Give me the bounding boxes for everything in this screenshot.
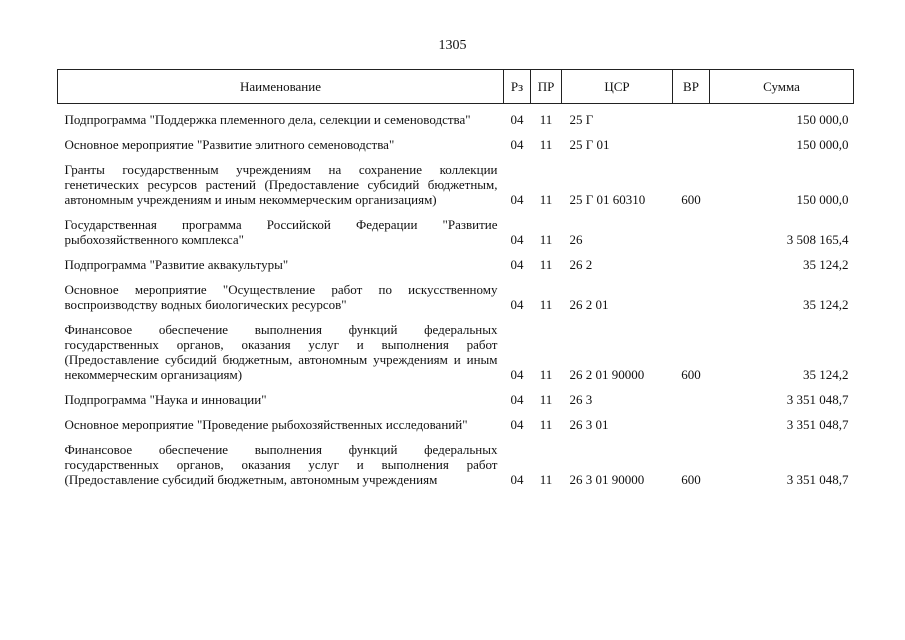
- row-spacer: [58, 127, 854, 137]
- cell-rz: 04: [510, 232, 524, 247]
- cell-pr: 11: [539, 472, 553, 487]
- row-spacer: [58, 152, 854, 162]
- table-row: [58, 442, 854, 487]
- cell-sum: 35 124,2: [803, 257, 849, 272]
- cell-csr: 25 Г 01: [569, 137, 610, 152]
- table-row: [58, 282, 854, 312]
- header-name: Наименование: [58, 70, 504, 104]
- cell-rz: 04: [510, 112, 524, 127]
- cell-name: Основное мероприятие "Осуществление работ по искусственному воспроизводству водных биологических ресурсов": [64, 282, 498, 312]
- cell-rz: 04: [510, 367, 524, 382]
- cell-csr: 25 Г: [569, 112, 594, 127]
- table-row: [58, 217, 854, 247]
- cell-csr: 26: [569, 232, 583, 247]
- cell-name: Основное мероприятие "Проведение рыбохозяйственных исследований": [64, 417, 468, 432]
- spacer-cell: [58, 312, 854, 322]
- spacer-cell: [58, 247, 854, 257]
- cell-rz: 04: [510, 297, 524, 312]
- spacer-cell: [58, 432, 854, 442]
- header-rz: Рз: [504, 70, 531, 104]
- table-row: [58, 162, 854, 207]
- cell-name: Финансовое обеспечение выполнения функций федеральных государственных органов, оказания услуг и выполнения работ (Предоставление субсидий бюджетным, автономным учреждениям: [64, 442, 498, 487]
- cell-pr: 11: [539, 257, 553, 272]
- cell-pr: 11: [539, 137, 553, 152]
- cell-csr: 26 3: [569, 392, 593, 407]
- cell-name: Государственная программа Российской Федерации "Развитие рыбохозяйственного комплекса": [64, 217, 498, 247]
- row-spacer: [58, 207, 854, 217]
- cell-csr: 26 3 01: [569, 417, 609, 432]
- cell-rz: 04: [510, 392, 524, 407]
- page-number: 1305: [438, 38, 467, 53]
- cell-sum: 35 124,2: [803, 297, 849, 312]
- spacer-cell: [58, 127, 854, 137]
- cell-name: Подпрограмма "Поддержка племенного дела, селекции и семеноводства": [64, 112, 471, 127]
- cell-sum: 3 351 048,7: [786, 392, 849, 407]
- header-vr: ВР: [673, 70, 710, 104]
- table-header-row: [58, 70, 854, 104]
- cell-csr: 26 2 01: [569, 297, 609, 312]
- cell-rz: 04: [510, 472, 524, 487]
- cell-pr: 11: [539, 192, 553, 207]
- cell-pr: 11: [539, 112, 553, 127]
- cell-vr: [673, 417, 710, 432]
- cell-vr: [673, 137, 710, 152]
- cell-name: Подпрограмма "Развитие аквакультуры": [64, 257, 289, 272]
- cell-vr: [673, 392, 710, 407]
- cell-csr: 26 2: [569, 257, 593, 272]
- row-spacer: [58, 382, 854, 392]
- header-csr: ЦСР: [562, 70, 673, 104]
- cell-pr: 11: [539, 297, 553, 312]
- spacer-cell: [58, 382, 854, 392]
- spacer-cell: [58, 152, 854, 162]
- cell-vr: [673, 257, 710, 272]
- spacer-cell: [58, 407, 854, 417]
- table-row: [58, 417, 854, 432]
- cell-csr: 26 3 01 90000: [569, 472, 645, 487]
- cell-pr: 11: [539, 367, 553, 382]
- cell-vr: 600: [681, 472, 701, 487]
- cell-vr: [673, 217, 710, 247]
- cell-sum: 3 351 048,7: [786, 472, 849, 487]
- cell-sum: 150 000,0: [796, 137, 849, 152]
- cell-vr: [673, 282, 710, 312]
- budget-table: [57, 69, 854, 487]
- cell-sum: 150 000,0: [796, 192, 849, 207]
- row-spacer: [58, 432, 854, 442]
- table-body: [58, 104, 854, 488]
- row-spacer: [58, 407, 854, 417]
- cell-pr: 11: [539, 417, 553, 432]
- spacer-cell: [58, 104, 854, 113]
- header-pr: ПР: [531, 70, 562, 104]
- table-row: [58, 392, 854, 407]
- row-spacer: [58, 312, 854, 322]
- cell-csr: 25 Г 01 60310: [569, 192, 646, 207]
- cell-name: Гранты государственным учреждениям на сохранение коллекции генетических ресурсов растений (Предоставление субсидий бюджетным, автономным учреждениям и иным некоммерческим организациям): [64, 162, 498, 207]
- cell-vr: 600: [681, 367, 701, 382]
- cell-rz: 04: [510, 192, 524, 207]
- header-sum: Сумма: [710, 70, 854, 104]
- spacer-cell: [58, 272, 854, 282]
- cell-vr: [673, 112, 710, 127]
- cell-pr: 11: [539, 232, 553, 247]
- cell-name: Основное мероприятие "Развитие элитного семеноводства": [64, 137, 395, 152]
- cell-sum: 3 351 048,7: [786, 417, 849, 432]
- table-row: [58, 322, 854, 382]
- cell-rz: 04: [510, 257, 524, 272]
- cell-vr: 600: [681, 192, 701, 207]
- cell-sum: 35 124,2: [803, 367, 849, 382]
- table-row: [58, 137, 854, 152]
- cell-rz: 04: [510, 417, 524, 432]
- cell-rz: 04: [510, 137, 524, 152]
- table-row: [58, 257, 854, 272]
- table-row: [58, 112, 854, 127]
- spacer-cell: [58, 207, 854, 217]
- cell-name: Финансовое обеспечение выполнения функций федеральных государственных органов, оказания услуг и выполнения работ (Предоставление субсидий бюджетным, автономным учреждениям и иным некоммерческим организациям): [64, 322, 498, 382]
- cell-name: Подпрограмма "Наука и инновации": [64, 392, 267, 407]
- row-spacer: [58, 104, 854, 113]
- cell-sum: 3 508 165,4: [786, 232, 849, 247]
- row-spacer: [58, 272, 854, 282]
- cell-sum: 150 000,0: [796, 112, 849, 127]
- row-spacer: [58, 247, 854, 257]
- cell-csr: 26 2 01 90000: [569, 367, 645, 382]
- cell-pr: 11: [539, 392, 553, 407]
